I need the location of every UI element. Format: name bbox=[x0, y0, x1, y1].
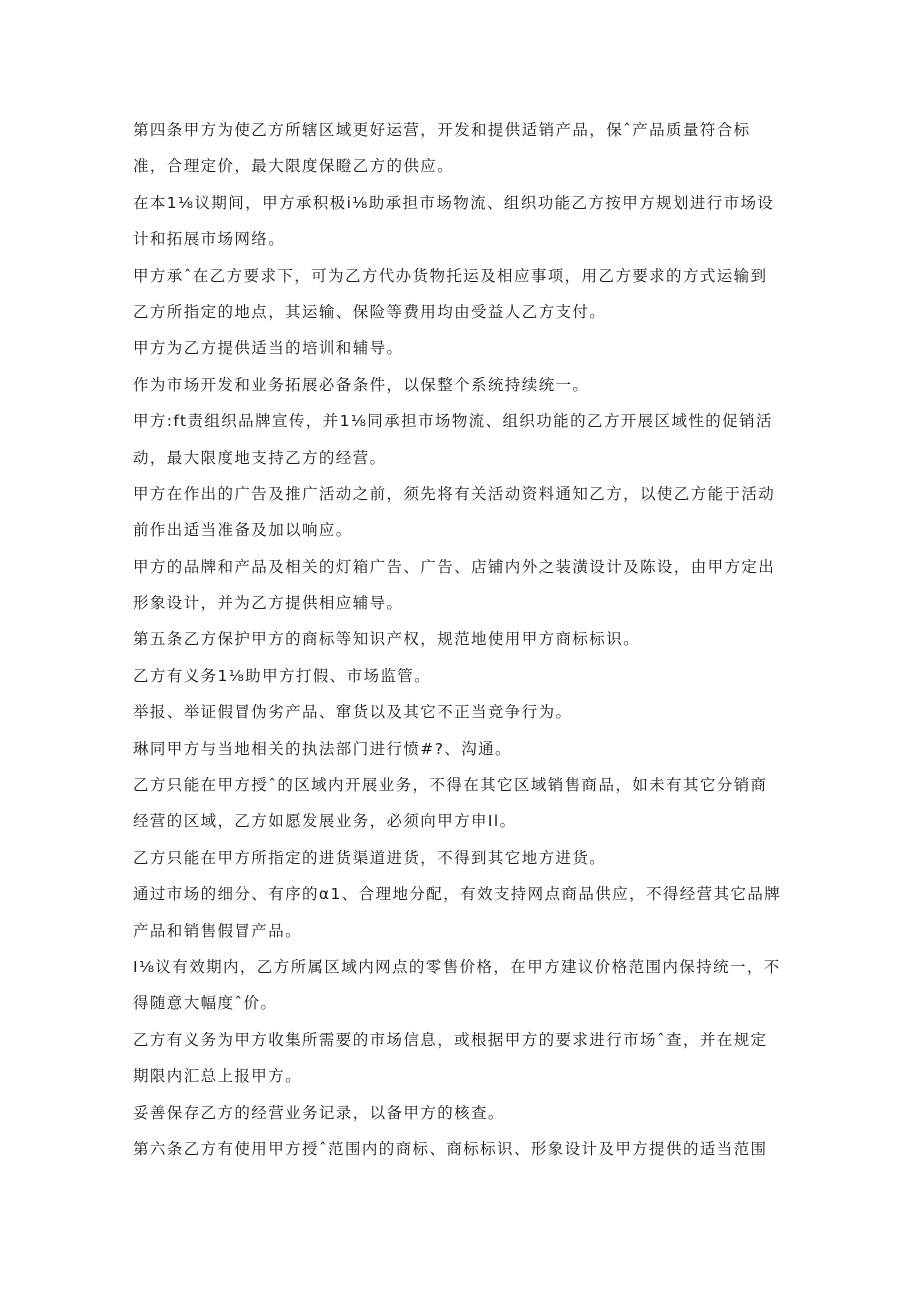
paragraph-line: 琳同甲方与当地相关的执法部门进行愤#?、沟通。 bbox=[133, 739, 512, 758]
paragraph-line: 通过市场的细分、有序的α1、合理地分配，有效支持网点商品供应，不得经营其它品牌 bbox=[133, 885, 782, 904]
paragraph-line: 产品和销售假冒产品。 bbox=[133, 921, 303, 940]
paragraph-line: 甲方在作出的广告及推广活动之前，须先将有关活动资料通知乙方，以使乙方能于活动 bbox=[133, 484, 776, 503]
paragraph-line: I⅛议有效期内，乙方所属区域内网点的零售价格，在甲方建议价格范围内保持统一，不 bbox=[133, 957, 781, 976]
paragraph-line: 计和拓展市场网络。 bbox=[133, 230, 286, 249]
paragraph-line: 准，合理定价，最大限度保瞪乙方的供应。 bbox=[133, 157, 455, 176]
paragraph bbox=[133, 767, 793, 840]
paragraph bbox=[133, 840, 793, 876]
paragraph-line: 第五条乙方保护甲方的商标等知识产权，规范地使用甲方商标标识。 bbox=[133, 630, 641, 649]
paragraph-line: 妥善保存乙方的经营业务记录，以备甲方的核查。 bbox=[133, 1103, 505, 1122]
paragraph bbox=[133, 658, 793, 694]
paragraph-line: 第六条乙方有使用甲方授ˆ范围内的商标、商标标识、形象设计及甲方提供的适当范围 bbox=[133, 1139, 768, 1158]
paragraph-line: 前作出适当准备及加以响应。 bbox=[133, 521, 353, 540]
paragraph-line: 形象设计，并为乙方提供相应辅导。 bbox=[133, 594, 404, 613]
paragraph bbox=[133, 403, 793, 476]
paragraph bbox=[133, 1095, 793, 1131]
paragraph bbox=[133, 694, 793, 730]
paragraph bbox=[133, 876, 793, 949]
paragraph bbox=[133, 731, 793, 767]
paragraph-line: 举报、举证假冒伪劣产品、窜货以及其它不正当竞争行为。 bbox=[133, 703, 573, 722]
paragraph bbox=[133, 185, 793, 258]
paragraph bbox=[133, 549, 793, 622]
paragraph-line: 第四条甲方为使乙方所辖区域更好运营，开发和提供适销产品，保ˆ产品质量符合标 bbox=[133, 121, 751, 139]
paragraph bbox=[133, 621, 793, 657]
paragraph-line: 甲方承ˆ在乙方要求下，可为乙方代办货物托运及相应事项，用乙方要求的方式运输到 bbox=[133, 266, 768, 285]
paragraph-line: 乙方所指定的地点，其运输、保险等费用均由受益人乙方支付。 bbox=[133, 302, 607, 321]
paragraph-line: 作为市场开发和业务拓展必备条件，以保整个系统持续统一。 bbox=[133, 375, 590, 394]
paragraph-line: 经营的区域，乙方如愿发展业务，必须向甲方申Il。 bbox=[133, 812, 517, 831]
paragraph-line: 动，最大限度地支持乙方的经营。 bbox=[133, 448, 387, 467]
paragraph bbox=[133, 949, 793, 1022]
paragraph-line: 期限内汇总上报甲方。 bbox=[133, 1067, 303, 1086]
paragraph-line: 甲方:ft责组织品牌宣传，并1⅛同承担市场物流、组织功能的乙方开展区域性的促销活 bbox=[133, 412, 773, 431]
paragraph-line: 乙方有义务为甲方收集所需要的市场信息，或根据甲方的要求进行市场ˆ查，并在规定 bbox=[133, 1030, 768, 1049]
paragraph-line: 乙方只能在甲方授ˆ的区域内开展业务，不得在其它区域销售商品，如未有其它分销商 bbox=[133, 776, 768, 795]
document-body bbox=[133, 112, 793, 1167]
paragraph bbox=[133, 476, 793, 549]
paragraph-line: 在本1⅛议期间，甲方承积极i⅛助承担市场物流、组织功能乙方按甲方规划进行市场设 bbox=[133, 193, 775, 212]
paragraph-line: 甲方的品牌和产品及相关的灯箱广告、广告、店铺内外之装潢设计及陈设，由甲方定出 bbox=[133, 557, 776, 576]
paragraph bbox=[133, 330, 793, 366]
paragraph bbox=[133, 367, 793, 403]
paragraph-line: 甲方为乙方提供适当的培训和辅导。 bbox=[133, 339, 404, 358]
paragraph bbox=[133, 1022, 793, 1095]
paragraph-line: 乙方有义务1⅛助甲方打假、市场监管。 bbox=[133, 666, 432, 685]
paragraph-line: 得随意大幅度ˆ价。 bbox=[133, 994, 278, 1013]
paragraph bbox=[133, 1131, 793, 1167]
paragraph bbox=[133, 258, 793, 331]
paragraph-line: 乙方只能在甲方所指定的进货渠道进货，不得到其它地方进货。 bbox=[133, 848, 607, 867]
paragraph bbox=[133, 112, 793, 185]
